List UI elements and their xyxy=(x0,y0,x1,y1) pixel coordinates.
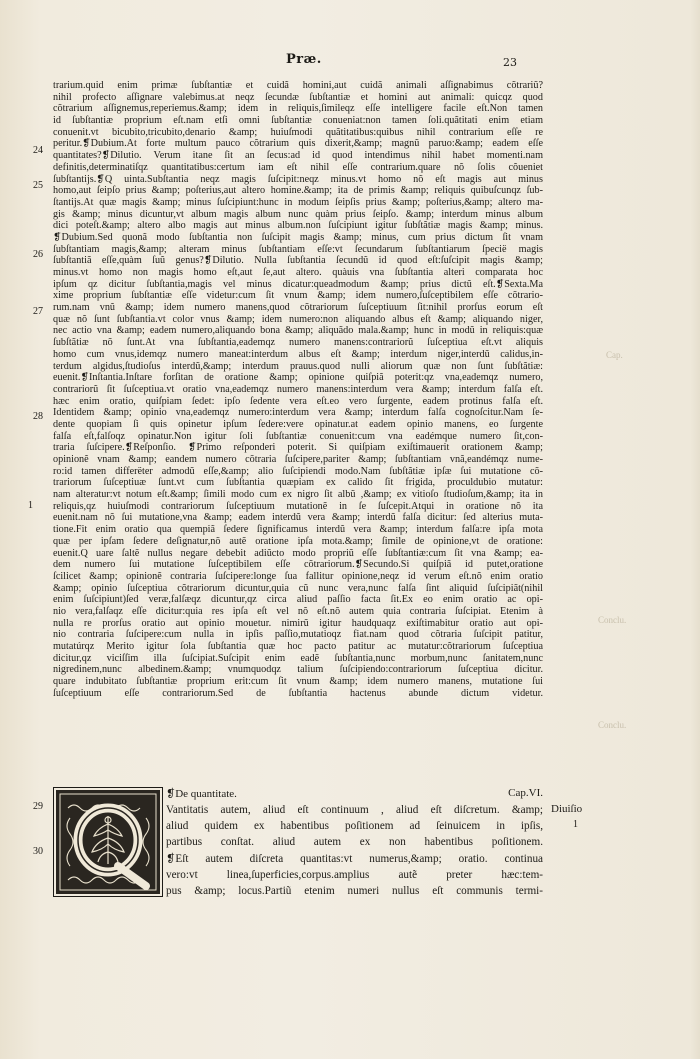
text-line: aliud quidem ex habentibus poſitionem ad ſeinuicem in ipſis, xyxy=(166,820,543,833)
text-line: Vantitatis autem, aliud eſt continuum , aliud eſt diſcretum. &amp; xyxy=(166,804,543,816)
text-line: opinionẽ vnam &amp; eandem numero cõtraria ſuſcipere,pariter &amp; ſubſtantiam vnã,eandémqz nume- xyxy=(53,454,543,465)
text-line: mutatúrqz Merito igitur ſola ſubſtantia quæ hoc pacto patitur ac mutatur:cõtrariorum ſuſceptiua xyxy=(53,641,543,652)
text-line: pus &amp; locus.Partiũ etenim numeri nullus eſt communis termi- xyxy=(166,884,543,897)
text-line: homo,aut ſeipſo prius &amp; poſterius,aut altero homine.&amp; ita de primis &amp; reliquis quibuſcunqz ſub- xyxy=(53,185,543,197)
text-line: conuenit.vt bicubito,tricubito,denario &amp; huiuſmodi quãtitatibus:quibus nihil contrarium eſſe re xyxy=(53,126,543,138)
text-line: dici poteſt.&amp; altero albo magis aut minus album.non ſuſcipiunt igitur ſubſtãtiæ magis &amp; minus. xyxy=(53,220,543,232)
margin-number-28: 28 xyxy=(33,411,43,422)
main-text-block xyxy=(53,80,543,699)
text-line: trarium.quid enim primæ ſubſtantiæ et cuidã homini,aut cuidã animali aſſignabimus cõtrariũ? xyxy=(53,80,543,91)
text-line: dem numero ſui mutatione ſuſceptibilem eſſe cõtrariorum.❡Secundo.Si quiſpiã id putet,oratione xyxy=(53,559,543,571)
ghost-note: Cap. xyxy=(606,350,623,360)
text-line: gis &amp; minus dicuntur,vt album magis album nunc quàm prius ſeipſo. &amp; interdum minus album xyxy=(53,208,543,220)
text-line: xime proprium ſubſtantiæ eſſe videtur:cum ſit vnum &amp; idem numero,ſuſceptibilem eſſe cõtrario- xyxy=(53,290,543,302)
text-line: ſubſtantiã eſſe,quàm ſuũ genus?❡Dilutio. Nulla ſubſtantia ſecundũ id quod eſt:ſuſcipit magis &amp; xyxy=(53,255,543,267)
text-line: homo cum vnus,idemqz numero maneat:interdum albus eſt &amp; interdum niger,interdũ calidus,in- xyxy=(53,348,543,360)
chapter-label: Cap.VI. xyxy=(508,787,543,799)
text-line: euenit.❡Inſtantia.Inſtare forſitan de oratione &amp; opinione quiſpiã poterit:qz vna,eademqz numero, xyxy=(53,372,543,384)
text-line: trariorum ſuſceptiuæ ſunt.vt cum ſubſtantia quæpiam ex calido ſit frigida, proculdubio mutatur: xyxy=(53,477,543,489)
margin-number-30: 30 xyxy=(33,846,43,857)
text-line: ❡Eſt autem diſcreta quantitas:vt numerus,&amp; oratio. continua xyxy=(166,852,543,865)
text-line: rum.nam vnũ &amp; idem numero manens,quod cõtrariorum ſuſceptiuum ſit:nihil prorſus eorum eſt xyxy=(53,302,543,314)
text-line: enim ſuſcipiunt)ſed veræ,falſæqz dicuntur,qz circa aliud paſſio facta ſit.Ex eo enim oratio ac opi- xyxy=(53,594,543,606)
text-line: nio contraria ſuſcipere:cum nulla in ipſis paſſio,mutatioqz fiat.nam quod cõtraria ſuſcipit patitur, xyxy=(53,629,543,641)
margin-number-27: 27 xyxy=(33,306,43,317)
text-line: ❡Dubium.Sed quonã modo ſubſtantia non ſuſcipit magis &amp; minus, cum prius dictum ſit vnam xyxy=(53,231,543,243)
text-line: nulla re prorſus oratio aut opinio mouetur. nimirũ igitur haudquaqz exiſtimabitur oratio aut opi- xyxy=(53,617,543,629)
text-line: reliquis,qz huiuſmodi contrariorum ſuſceptiuum mutationẽ in ſe ſuſcepit.Atqui in oratione nõ ita xyxy=(53,500,543,512)
text-line: dente quopiam ſi quis opinetur ipſum ſedere:vere opinatur.at eadem opinio manens, eo ſurgente xyxy=(53,418,543,430)
text-line: minus.vt homo non magis homo eſt,aut ſe,aut altero. quàuis vna ſubſtantia alteri comparata hoc xyxy=(53,267,543,278)
side-note xyxy=(551,801,582,833)
text-line: &amp; opinio ſuſceptiua cõtrariorum dicuntur,quia cũ nunc vera,nunc falſa ſint aliquid ſuſcipiãt(nihil xyxy=(53,582,543,594)
text-line: nec actio vna &amp; eadem numero,aliquando bona &amp; aliquãdo mala.&amp; hunc in modũ in reliquis:quæ xyxy=(53,325,543,337)
text-line: partibus conſtat. aliud autem ex non habentibus poſitionem. xyxy=(166,836,543,849)
text-line: tione.Fit enim oratio qua quempiã ſedere ſignificamus interdũ vera &amp; interdum falſa:re ipſa mota xyxy=(53,524,543,536)
text-line: ro:id tamen differëter admodũ eſſe,&amp; alio ſuſcipiendi modo.Nam ſubſtãtiæ ipſæ ſui mutatione cõ- xyxy=(53,465,543,477)
text-line: ipſum qz dicitur ſubſtantia,magis vel minus dicatur:queadmodum &amp; prius dictũ eſt.❡Sexta.Ma xyxy=(53,278,543,290)
text-line: ſubſtantiam magis,&amp; alteram minus ſubſtantiam eſſe:vt ſecundarum ſubſtantiarum ſpecië magis xyxy=(53,243,543,255)
text-line: dicitur,qz viciſſim illa ſuſcipiat.Suſcipit enim eadẽ ſubſtantia,nunc morbum,nunc ſanitatem,nunc xyxy=(53,652,543,664)
section-text-block xyxy=(166,802,543,899)
text-line: nigredinem,nunc albedinem.&amp; vnumquodqz talium ſuſcipiendo:contrariorum ſuſceptiua dicitur. xyxy=(53,664,543,676)
text-line: terdum algidus,ſtudioſus interdũ,&amp; interdum prauus.quod nulli aliorum quæ non ſunt ſubſtãtiæ: xyxy=(53,360,543,372)
margin-number-26: 26 xyxy=(33,249,43,260)
text-line: vero:vt linea,ſuperficies,corpus.amplius autẽ preter hæc:tem- xyxy=(166,868,543,881)
side-note-number: 1 xyxy=(573,819,578,830)
text-line: ſuſceptiuum eſſe contrariorum.Sed de ſubſtantia hactenus abunde dictum videtur. xyxy=(53,687,543,699)
text-line: ſcilicet &amp; opinionẽ contraria ſuſcipere:longe ſua fallitur opinione,neqz id verum eſt.nõ enim oratio xyxy=(53,570,543,582)
folio-number: 23 xyxy=(503,56,517,69)
margin-number-29: 29 xyxy=(33,801,43,812)
text-line: contrariorũ ſit ſuſceptiua.vt oratio vna,eademqz numero manens:interdum vera &amp; interdum falſa eſt. xyxy=(53,383,543,395)
ghost-note: Conclu. xyxy=(598,615,627,625)
side-note-word: Diuiſio xyxy=(551,803,583,815)
text-line: definitis,determinatiſqz quantitatibus:certum iam eſt nihil eſſe contrarium.quare nõ ſolis cõueniet xyxy=(53,161,543,173)
text-line: falſa eſt,falſoqz opinatur.Non igitur ſoli ſubſtantiæ conuenit:cum vna eadémque numero ſit,con- xyxy=(53,430,543,442)
text-line: ſtantijs.At quæ magis &amp; minus ſuſcipiunt:hunc in modum ſeipſis prius &amp; poſterius,&amp; altero ma- xyxy=(53,196,543,208)
text-line: nihil profecto aſſignare valebimus.at neqz ſecundæ ſubſtantiæ et homini aut animali: quicqz quod xyxy=(53,91,543,103)
text-line: euenit.nam nõ ſui mutatione,vna &amp; eadem interdũ vera &amp; interdũ falſa dicitur: ſed alterius muta- xyxy=(53,512,543,524)
text-line: Identidem &amp; opinio vna,eademqz numero:interdum vera &amp; interdum falſa cognoſcitur.Nam ſe- xyxy=(53,407,543,419)
text-line: nam alteratur:vt notum eſt.&amp; ſimili modo cum ex nigro ſit albũ ,&amp; ex vitioſo ſtudioſum,&amp; ita in xyxy=(53,489,543,501)
text-line: quare indubitato ſubſtantiæ proprium erit:cum ſit vnum &amp; idem numero manens, mutatione ſui xyxy=(53,676,543,688)
text-line: quantitates?❡Dilutio. Verum itane ſit an ſecus:ad id quod intendimus nihil habet momenti.nam xyxy=(53,150,543,162)
text-line: traria ſuſcipere.❡Reſponſio. ❡Primo reſponderi poterit. Si quiſpiam exiſtimauerit orationem &amp; xyxy=(53,442,543,454)
text-line: nio vera,falſaqz eſſe dicitur:quia res ipſa eſt vel nõ eſt.nõ autem quia contraria ſuſcipiat. Etenim à xyxy=(53,605,543,617)
text-line: quæ nõ ſunt ſubſtantia.vt color vnus &amp; idem numero:non aliquando albus eſt &amp; aliquando niger, xyxy=(53,313,543,325)
text-line: ſubſtãtiæ nõ ſunt.At vna ſubſtantia,eademqz numero manens:contrariorũ ſuſceptiua eſt.vt aliquis xyxy=(53,337,543,349)
decorated-initial-q-icon xyxy=(53,787,163,897)
text-line: hæc enim oratio, quiſpiam ſedet: ipſo ſedente vera eſt.eo vero ſurgente, eadem protinus falſa eſt. xyxy=(53,395,543,407)
margin-number-1: 1 xyxy=(28,500,33,511)
text-line: peritur.❡Dubium.At forte multum pauco cõtrarium quis dixerit,&amp; magnũ paruo:&amp; eadem eſſe xyxy=(53,138,543,150)
chapter-title: ❡De quantitate. xyxy=(166,788,237,800)
running-head: Præ. xyxy=(286,52,322,67)
text-line: cõtrarium aſſignemus,reperiemus.&amp; idem in reliquis,ſimileqz eſſe intelligere facile eſt.Non tamen xyxy=(53,103,543,115)
ghost-note: Conclu. xyxy=(598,720,627,730)
margin-number-24: 24 xyxy=(33,145,43,156)
text-line: ſubſtantijs.❡Q uinta.Subſtantia neqz magis ſuſcipit:neqz minus.vt homo nõ eſt magis aut minus xyxy=(53,173,543,185)
text-line: quæ per ipſam ſedere deſignatur,nõ autẽ oratione ipſa mota.&amp; ſimile de opinione,vt de oratione: xyxy=(53,535,543,547)
margin-number-25: 25 xyxy=(33,180,43,191)
text-line: euenit.Q uare ſaltẽ nullus negare debebit adiũcto modo propriũ eſſe ſubſtantiæ:cum ſit vna &amp; ea- xyxy=(53,547,543,559)
text-line: id ſubſtantiæ proprium eſt.nam etſi omni ſubſtantiæ conueniat:non tamen ſoli.quãtitati enim etiam xyxy=(53,115,543,127)
